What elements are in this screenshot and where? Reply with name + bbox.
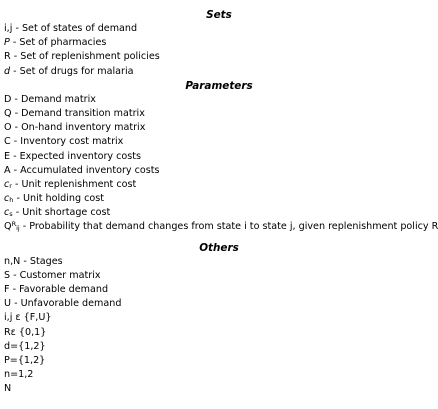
others-heading: Others	[199, 241, 239, 254]
symbol-sup: R	[11, 220, 17, 229]
description: - Set of states of demand	[12, 23, 138, 34]
sets-item-states	[4, 22, 434, 36]
symbol: R	[4, 51, 11, 63]
description: - Set of pharmacies	[9, 37, 107, 49]
others-pharmacy-domain: P={1,2}	[4, 354, 46, 366]
param-transition-probability	[4, 220, 438, 234]
sets-item-drugs	[4, 65, 434, 79]
others-favorable-demand: F - Favorable demand	[4, 284, 109, 295]
sets-heading: Sets	[206, 9, 232, 21]
others-stage-domain: n=1,2	[4, 369, 34, 381]
others-unfavorable-demand: U - Unfavorable demand	[4, 298, 122, 310]
param-transition-matrix: Q - Demand transition matrix	[4, 107, 145, 119]
description: - Unit replenishment cost	[11, 178, 137, 190]
sets-item-pharmacies	[4, 36, 434, 50]
symbol-sub: r	[9, 181, 12, 190]
symbol: d	[4, 65, 11, 77]
symbol-sub: ij	[16, 224, 20, 233]
param-cost-matrix: C - Inventory cost matrix	[4, 136, 124, 148]
description: - Set of drugs for malaria	[10, 65, 134, 77]
param-replenishment-cost	[4, 178, 434, 192]
symbol-base: c	[4, 193, 10, 205]
symbol: i,j	[4, 23, 13, 34]
symbol-base: c	[4, 178, 10, 190]
param-expected-costs: E - Expected inventory costs	[4, 150, 142, 162]
others-stages: n,N - Stages	[4, 255, 63, 267]
parameters-heading: Parameters	[185, 79, 253, 92]
sets-item-policies	[4, 50, 434, 64]
document	[4, 8, 438, 397]
others-drug-domain: d={1,2}	[4, 340, 46, 352]
symbol: P	[4, 37, 10, 49]
param-accumulated-costs: A - Accumulated inventory costs	[4, 164, 160, 176]
description: - Set of replenishment policies	[10, 51, 160, 63]
others-customer-matrix: S - Customer matrix	[4, 269, 101, 281]
param-demand-matrix: D - Demand matrix	[4, 93, 96, 105]
symbol-base: Q	[4, 221, 12, 233]
symbol-sub: s	[9, 210, 13, 219]
others-policy-domain: Rε {0,1}	[4, 326, 47, 338]
description: - Unit shortage cost	[12, 207, 111, 219]
description: - Probability that demand changes from state i to state j, given replenishment policy R	[19, 221, 438, 233]
description: - Unit holding cost	[13, 193, 105, 205]
param-shortage-cost	[4, 206, 434, 220]
param-onhand-matrix: O - On-hand inventory matrix	[4, 122, 146, 134]
param-holding-cost	[4, 192, 434, 206]
others-final-stage: N	[4, 383, 12, 395]
symbol-sub: h	[9, 196, 14, 205]
others-state-domain: i,j ε {F,U}	[4, 312, 52, 324]
symbol-base: c	[4, 207, 10, 219]
